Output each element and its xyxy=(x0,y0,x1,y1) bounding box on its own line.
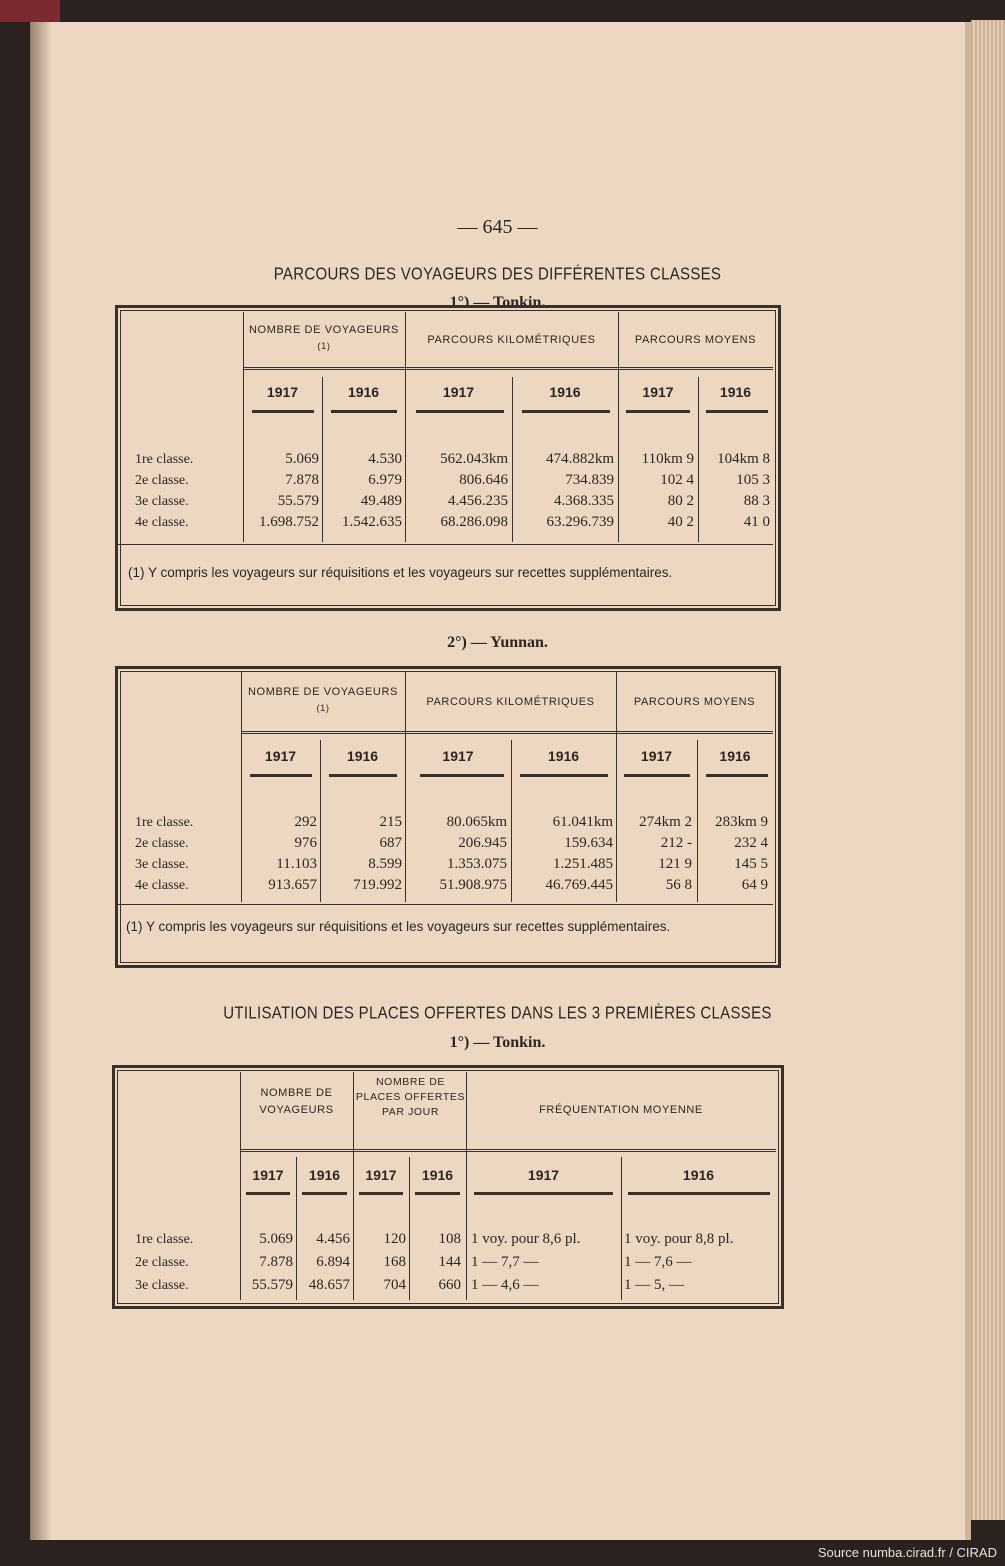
section1-title: PARCOURS DES VOYAGEURS DES DIFFÉRENTES CLASSES xyxy=(273,264,722,285)
table-cell: 1 — 7,6 — xyxy=(624,1254,692,1270)
table-cell: 159.634 xyxy=(564,835,613,851)
page-number: — 645 — xyxy=(457,216,538,238)
table-cell: 61.041km xyxy=(552,814,613,830)
row-label: 2e classe. xyxy=(135,836,189,851)
table-cell: 55.579 xyxy=(277,493,319,509)
book-fore-edge xyxy=(971,20,1005,1520)
row-label: 3e classe. xyxy=(135,494,189,509)
table-cell: 1 voy. pour 8,8 pl. xyxy=(624,1231,734,1247)
header-parcours-km: PARCOURS KILOMÉTRIQUES xyxy=(427,334,596,346)
table-cell: 215 xyxy=(379,814,402,830)
year-header: 1917 xyxy=(442,748,474,764)
row-label: 3e classe. xyxy=(135,1278,189,1293)
table-cell: 41 0 xyxy=(743,514,770,530)
table-cell: 110km 9 xyxy=(641,451,694,467)
table-cell: 80.065km xyxy=(446,814,507,830)
page-gutter-shadow xyxy=(30,22,52,1540)
table-cell: 292 xyxy=(294,814,317,830)
table-cell: 55.579 xyxy=(251,1277,293,1293)
header-nombre-voyageurs: NOMBRE DE VOYAGEURS $^{(1)}$ xyxy=(248,686,398,713)
year-header: 1916 xyxy=(547,748,580,764)
table-cell: 1.353.075 xyxy=(447,856,507,872)
tonkin-subtitle-2: 1°) — Tonkin. xyxy=(449,1034,546,1051)
table-cell: 734.839 xyxy=(565,472,614,488)
table-cell: 4.530 xyxy=(368,451,402,467)
year-header: 1917 xyxy=(266,384,299,400)
table-cell: 212 - xyxy=(660,835,692,851)
table-cell: 1.698.752 xyxy=(259,514,319,530)
table-cell: 11.103 xyxy=(276,856,317,872)
table-cell: 105 3 xyxy=(736,472,770,488)
header-places-offertes: NOMBRE DE PLACES OFFERTES PAR JOUR xyxy=(355,1076,466,1118)
table-cell: 144 xyxy=(438,1254,461,1270)
year-header: 1917 xyxy=(642,384,674,400)
year-header: 1916 xyxy=(346,748,379,764)
row-label: 4e classe. xyxy=(135,878,189,893)
table-cell: 283km 9 xyxy=(715,814,768,830)
header-parcours-moyens: PARCOURS MOYENS xyxy=(634,334,757,346)
year-header: 1916 xyxy=(421,1167,454,1183)
year-header: 1916 xyxy=(308,1167,341,1183)
footnote: (1) Y compris les voyageurs sur réquisitions et les voyageurs sur recettes supplémentaires. xyxy=(126,919,671,934)
table-cell: 6.894 xyxy=(316,1254,350,1270)
table-cell: 719.992 xyxy=(353,877,402,893)
table-cell: 68.286.098 xyxy=(440,514,508,530)
header-nombre-voyageurs: NOMBRE DE VOYAGEURS xyxy=(259,1087,334,1116)
row-label: 1re classe. xyxy=(135,815,194,830)
header-frequentation: FRÉQUENTATION MOYENNE xyxy=(539,1104,703,1116)
table-cell: 913.657 xyxy=(268,877,317,893)
table-cell: 108 xyxy=(438,1231,461,1247)
table-cell: 5.069 xyxy=(259,1231,293,1247)
table-cell: 474.882km xyxy=(546,451,614,467)
table-cell: 1 — 4,6 — xyxy=(471,1277,539,1293)
year-header: 1917 xyxy=(442,384,475,400)
table-cell: 102 4 xyxy=(660,472,694,488)
table-cell: 206.945 xyxy=(458,835,507,851)
table-cell: 7.878 xyxy=(259,1254,293,1270)
table-cell: 274km 2 xyxy=(639,814,692,830)
table-cell: 64 9 xyxy=(741,877,768,893)
table-cell: 1.542.635 xyxy=(342,514,402,530)
row-label: 2e classe. xyxy=(135,1255,189,1270)
year-header: 1916 xyxy=(719,384,752,400)
header-parcours-km: PARCOURS KILOMÉTRIQUES xyxy=(426,696,595,708)
table-cell: 46.769.445 xyxy=(545,877,613,893)
row-label: 1re classe. xyxy=(135,1232,194,1247)
table-cell: 4.456.235 xyxy=(448,493,508,509)
table-cell: 4.368.335 xyxy=(554,493,614,509)
table-cell: 976 xyxy=(294,835,317,851)
year-header: 1916 xyxy=(347,384,380,400)
table-cell: 1 — 5, — xyxy=(624,1277,684,1293)
year-header: 1917 xyxy=(640,748,673,764)
table-cell: 168 xyxy=(383,1254,406,1270)
table-cell: 7.878 xyxy=(285,472,319,488)
year-header: 1917 xyxy=(365,1167,397,1183)
table-cell: 4.456 xyxy=(316,1231,350,1247)
table-cell: 80 2 xyxy=(667,493,694,509)
header-nombre-voyageurs: NOMBRE DE VOYAGEURS $^{(1)}$ xyxy=(249,324,399,351)
table-cell: 63.296.739 xyxy=(546,514,614,530)
source-credit: Source numba.cirad.fr / CIRAD xyxy=(817,1545,997,1560)
row-label: 1re classe. xyxy=(135,452,194,467)
yunnan-subtitle: 2°) — Yunnan. xyxy=(447,634,548,651)
year-header: 1917 xyxy=(252,1167,284,1183)
table-cell: 232 4 xyxy=(734,835,768,851)
year-header: 1916 xyxy=(549,384,581,400)
row-label: 3e classe. xyxy=(135,857,189,872)
table-cell: 1 — 7,7 — xyxy=(471,1254,539,1270)
table-cell: 121 9 xyxy=(658,856,692,872)
table-cell: 5.069 xyxy=(285,451,319,467)
table-cell: 687 xyxy=(379,835,402,851)
year-header: 1916 xyxy=(719,748,751,764)
row-label: 4e classe. xyxy=(135,515,189,530)
binding-edge xyxy=(0,0,60,22)
table-cell: 1 voy. pour 8,6 pl. xyxy=(471,1231,581,1247)
table-cell: 40 2 xyxy=(667,514,694,530)
table-cell: 56 8 xyxy=(665,877,692,893)
table-cell: 145 5 xyxy=(734,856,768,872)
table-cell: 51.908.975 xyxy=(439,877,507,893)
table-cell: 120 xyxy=(383,1231,406,1247)
section2-title: UTILISATION DES PLACES OFFERTES DANS LES 3 PREMIÈRES CLASSES xyxy=(223,1003,772,1024)
row-label: 2e classe. xyxy=(135,473,189,488)
table-cell: 704 xyxy=(383,1277,406,1293)
year-header: 1917 xyxy=(527,1167,560,1183)
footnote: (1) Y compris les voyageurs sur réquisitions et les voyageurs sur recettes supplémentaires. xyxy=(128,565,673,580)
table-cell: 660 xyxy=(438,1277,461,1293)
table-cell: 48.657 xyxy=(308,1277,350,1293)
table-cell: 88 3 xyxy=(743,493,770,509)
table-cell: 8.599 xyxy=(368,856,402,872)
table-cell: 49.489 xyxy=(360,493,402,509)
header-parcours-moyens: PARCOURS MOYENS xyxy=(633,696,756,708)
table-cell: 104km 8 xyxy=(717,451,770,467)
year-header: 1917 xyxy=(264,748,297,764)
table-cell: 1.251.485 xyxy=(553,856,613,872)
table-cell: 806.646 xyxy=(459,472,508,488)
year-header: 1916 xyxy=(682,1167,715,1183)
table-cell: 6.979 xyxy=(368,472,402,488)
table-cell: 562.043km xyxy=(440,451,508,467)
tonkin-subtitle: 1°) — Tonkin. xyxy=(449,294,546,311)
book-page xyxy=(30,22,971,1540)
